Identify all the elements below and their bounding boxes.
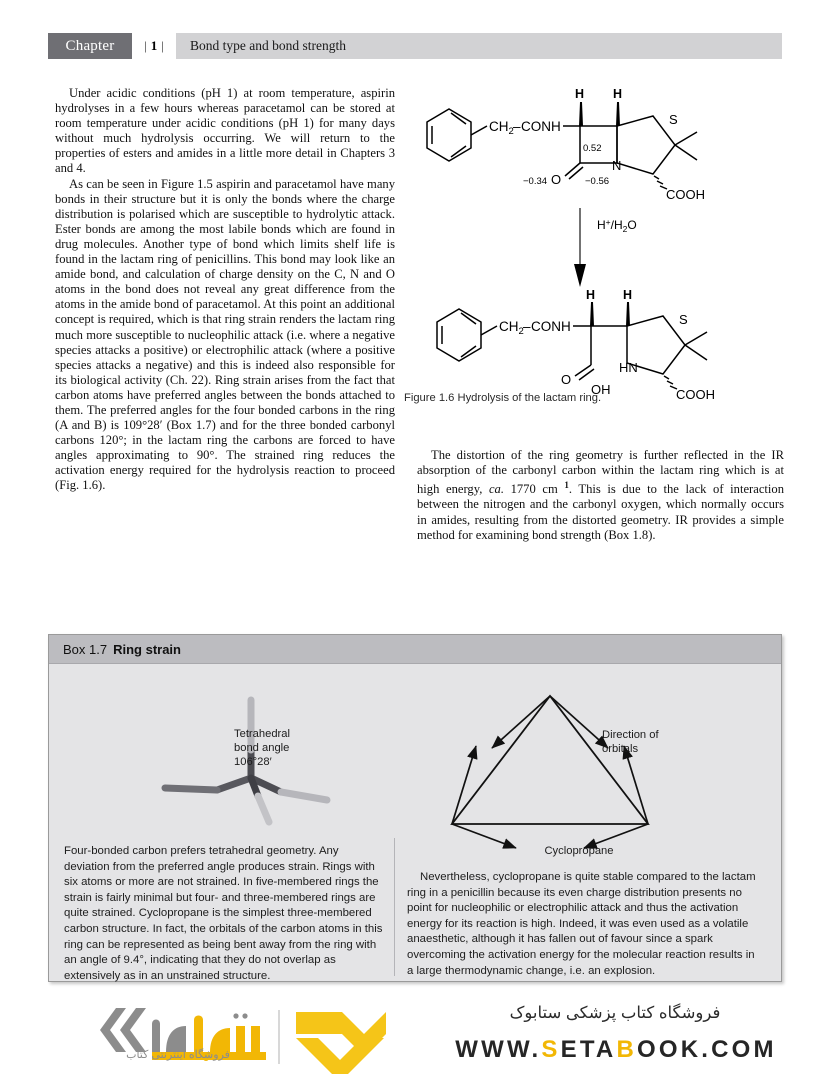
charge-label-carbon: 0.52	[583, 143, 602, 154]
label-sulfur-reactant: S	[669, 112, 678, 127]
url-part-eta: ETA	[560, 1036, 617, 1063]
footer-watermark	[0, 988, 830, 1080]
benzene-ring-product	[437, 309, 481, 361]
label-carboxyl-reactant: COOH	[666, 187, 705, 202]
wedge-h-left-reactant	[579, 102, 583, 126]
label-h-left-product: H	[586, 288, 596, 302]
label-oxygen-product: O	[561, 372, 572, 387]
box-right-text	[407, 870, 757, 979]
box-1-7	[48, 634, 782, 982]
url-part-www: WWW.	[455, 1036, 542, 1063]
url-part-s: S	[541, 1036, 561, 1063]
orb-label-line2: orbitals	[602, 743, 639, 755]
wedge-h-right-product	[626, 302, 630, 326]
box-left-paragraph: Four-bonded carbon prefers tetrahedral geometry. Any deviation from the preferred angle produces strain. Rings with six atoms or more are not strained. In five-membered rings the strain is fairly minimal but four- and three-membered rings are quite strained. Cyclopropane is the simplest three-membered carbon structure. In fact, the orbitals of the carbon atoms in this ring can be represented as being bent away from the ring with an angle of 9.4°, indicating that they do not overlap as extensively as in an unstrained structure.	[64, 845, 383, 982]
para3-italic: ca.	[488, 482, 504, 497]
label-hydroxyl-product: OH	[591, 382, 611, 397]
figure-caption-number: Figure 1.6	[404, 392, 455, 404]
tetra-label-line2: bond angle	[234, 742, 290, 754]
setabook-logo	[70, 994, 390, 1074]
label-nh-product: HN	[619, 360, 638, 375]
paragraph-2: As can be seen in Figure 1.5 aspirin and paracetamol have many bonds in their structure but it is only the bonds where the charge distribution is polarised which are susceptible to hydrolytic attack. Ester bonds are among the most labile bonds which are found in drug molecules. Another type of bond which limits shelf life is found in the lactam ring of penicillins. This bond may look like an amide bond, and calculation of charge density on the C, N and O atoms in the bond does not reveal any great difference from the atoms in the amide bond of paracetamol. At this point an additional concept is required, which is that ring strain renders the lactam ring much more susceptible to nucleophilic attack (i.e. where a negative species attacks a positive) or electrophilic attack (where a positive species attacks a negative) and this is indeed also responsible for its biological activity (Ch. 22). Ring strain arises from the fact that carbon atoms have preferred angles between the bonds attached to them. The preferred angles for the four bonded carbons in the ring (A and B) is 109°28′ (Box 1.7) and for the three bonded carbonyl carbons 120°; in the lactam ring the carbons are forced to have angles approximating to 90°. The strained ring reduces the activation energy required for the hydrolysis reaction to proceed (Fig. 1.6).	[55, 176, 395, 493]
label-h-right-reactant: H	[613, 87, 623, 101]
orbital-direction-label	[602, 728, 659, 756]
orbital-arrows	[452, 696, 648, 848]
site-url	[420, 1036, 812, 1064]
label-carboxyl-product: COOH	[676, 387, 715, 402]
paragraph-1: Under acidic conditions (pH 1) at room temperature, aspirin hydrolyses in a few hours whereas paracetamol can be stored at room temperature under acidic conditions (pH 1) for many days without much hydrolysis occurring. We will return to the properties of esters and amides in a little more detail in Chapters 3 and 4.	[55, 86, 395, 176]
para3-superscript: 1	[564, 480, 569, 491]
label-oxygen-reactant: O	[551, 172, 562, 187]
chapter-number-value: 1	[150, 38, 158, 53]
label-ch2-product: $CH_2$	[499, 319, 524, 337]
reaction-arrow	[574, 208, 586, 287]
para3-prefix: The distortion of the ring geometry is further reflected in the IR absorption of the carbonyl carbon within the lactam ring which is at high energy,	[417, 448, 784, 497]
box-body	[49, 664, 781, 982]
label-sulfur-product: S	[679, 312, 688, 327]
label-ch2-reactant: $CH_2$	[489, 119, 514, 137]
label-reagent-conditions: $H^+/H_2O$	[597, 217, 637, 234]
box-title: Ring strain	[113, 641, 181, 657]
brand-subtitle: فروشگاه اینترنتی کتاب	[126, 1049, 230, 1061]
tetra-label-line3: 106°28′	[234, 756, 272, 768]
chapter-number	[132, 33, 176, 59]
benzene-ring-reactant	[427, 109, 471, 161]
running-header	[48, 33, 782, 59]
label-conh-product: CONH	[531, 319, 571, 334]
chevron-logo-icon	[100, 1008, 146, 1052]
chapter-number-bar-left: |	[144, 38, 147, 53]
label-h-left-reactant: H	[575, 87, 585, 101]
figure-caption-text: Hydrolysis of the lactam ring.	[457, 392, 602, 404]
box-right-paragraph: Nevertheless, cyclopropane is quite stable compared to the lactam ring in a penicillin because its even charge distribution presents no point for nucleophilic or electrophilic attack and thus the activation energy for its reaction is high. Indeed, it was even used as a volatile anaesthetic, although it has fallen out of favour since a spark overcoming the activation energy for the molecular reaction results in a large thermodynamic change, i.e. an explosion.	[407, 871, 756, 977]
wedge-h-right-reactant	[616, 102, 620, 126]
logo-divider	[278, 1010, 280, 1064]
chapter-label: Chapter	[48, 33, 132, 59]
figure-caption	[404, 392, 601, 404]
cyclopropane-triangle	[452, 696, 648, 824]
tetra-label-line1: Tetrahedral	[234, 728, 290, 740]
label-h-right-product: H	[623, 288, 633, 302]
url-part-ook: OOK.COM	[636, 1036, 777, 1063]
para3-mid: 1770 cm	[504, 482, 565, 497]
body-left-column	[55, 86, 395, 494]
body-right-column	[417, 448, 784, 543]
figure-1-6	[405, 80, 800, 410]
box-header	[49, 635, 781, 664]
box-label: Box 1.7	[63, 641, 108, 657]
url-part-b: B	[616, 1036, 637, 1063]
label-nitrogen-reactant: N	[612, 158, 622, 173]
thiazolidine-ring-reactant	[617, 116, 675, 174]
box-left-text	[64, 844, 386, 984]
label-conh-reactant: CONH	[521, 119, 561, 134]
cyclopropane-label: Cyclopropane	[544, 845, 614, 857]
cyclopropane-orbital-diagram	[434, 684, 684, 849]
wedge-h-left-product	[590, 302, 594, 326]
orb-label-line1: Direction of	[602, 729, 659, 741]
charge-label-nitrogen: −0.56	[585, 176, 610, 187]
tetrahedral-bond-angle-label	[234, 727, 290, 769]
para3-suffix: . This is due to the lack of interaction between the nitrogen and the carbonyl oxygen, which normally occurs in amides, resulting from the distorted geometry. IR provides a simple method for examining bond strength (Box 1.8).	[417, 482, 784, 542]
label-dash-1-product: –	[523, 319, 531, 334]
chapter-number-bar-right: |	[161, 38, 164, 53]
figure-1-6-structures	[405, 80, 800, 410]
label-dash-1-reactant: –	[513, 119, 521, 134]
box-column-divider	[394, 838, 395, 976]
paragraph-3	[417, 448, 784, 543]
chapter-title: Bond type and bond strength	[190, 38, 346, 53]
charge-label-oxygen: −0.34	[523, 176, 548, 187]
site-name-fa: فروشگاه کتاب پزشکی ستابوک	[509, 1004, 721, 1022]
